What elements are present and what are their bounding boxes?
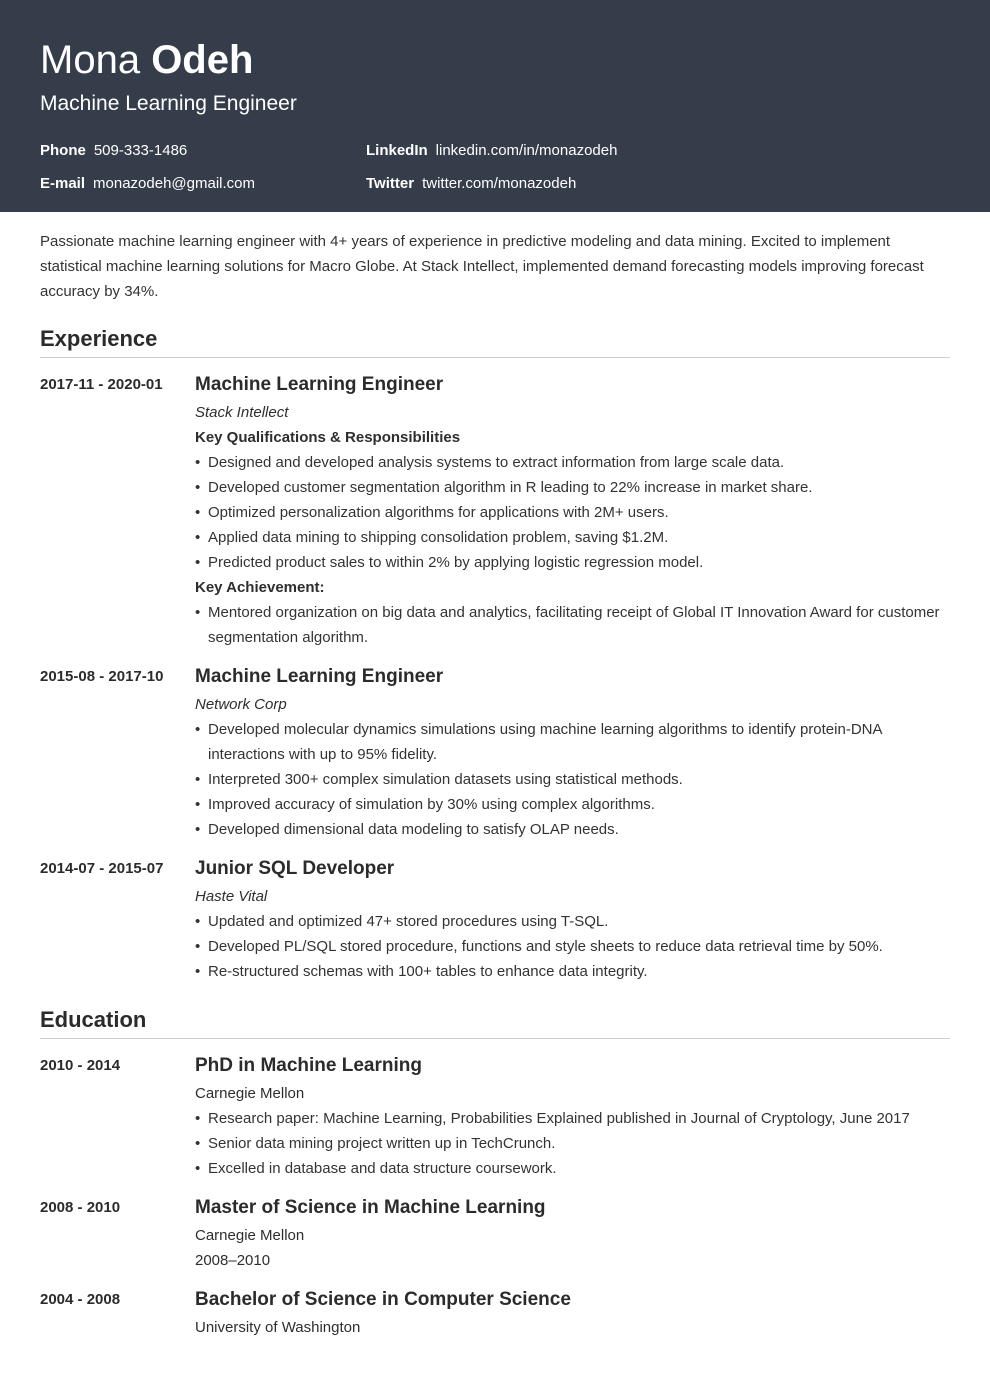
first-name: Mona [40,38,141,82]
education-entry [40,1195,950,1273]
entry-dates: 2004 - 2008 [40,1291,121,1308]
bullet-item: • Developed PL/SQL stored procedure, functions and style sheets to reduce data retrieval time by 50%. [195,934,950,959]
bullet-item: • Developed molecular dynamics simulations using machine learning algorithms to identify protein-DNA interactions with up to 95% fidelity. [195,717,950,767]
phone-label: Phone [40,142,86,159]
resume-header [0,0,990,212]
last-name: Odeh [151,38,254,82]
bullet-item: • Predicted product sales to within 2% by applying logistic regression model. [195,550,950,575]
full-name [40,36,950,84]
bullet-item: • Developed dimensional data modeling to satisfy OLAP needs. [195,817,950,842]
entry-dates: 2010 - 2014 [40,1057,121,1074]
bullet-list [195,717,950,842]
job-role: Machine Learning Engineer [195,374,444,395]
bullet-item: • Developed customer segmentation algorithm in R leading to 22% increase in market share. [195,475,950,500]
company-name: Haste Vital [195,888,268,905]
bullet-item: • Excelled in database and data structure coursework. [195,1156,950,1181]
degree: Bachelor of Science in Computer Science [195,1289,571,1310]
linkedin-value: linkedin.com/in/monazodeh [435,142,618,159]
entry-body [195,1053,950,1181]
school-name: Carnegie Mellon [195,1085,305,1102]
entry-dates: 2014-07 - 2015-07 [40,860,164,877]
experience-entry [40,856,950,984]
job-role: Machine Learning Engineer [195,666,444,687]
education-heading: Education [40,1006,950,1039]
bullet-item: • Optimized personalization algorithms for applications with 2M+ users. [195,500,950,525]
education-period: 2008–2010 [195,1252,271,1269]
bullet-item: • Improved accuracy of simulation by 30% using complex algorithms. [195,792,950,817]
achievements-list [195,600,950,650]
job-title: Machine Learning Engineer [40,92,297,115]
degree: Master of Science in Machine Learning [195,1197,546,1218]
experience-entry [40,372,950,650]
bullet-item: • Applied data mining to shipping consolidation problem, saving $1.2M. [195,525,950,550]
entry-body [195,856,950,984]
twitter-value: twitter.com/monazodeh [422,175,577,192]
achievement-heading: Key Achievement: [195,579,325,596]
resume-content [0,212,990,1340]
entry-body [195,1287,950,1340]
email-value: monazodeh@gmail.com [93,175,255,192]
school-name: Carnegie Mellon [195,1227,305,1244]
bullet-item: • Mentored organization on big data and analytics, facilitating receipt of Global IT Innovation Award for customer segmentation algorithm. [195,600,950,650]
bullet-list [195,909,950,984]
bullet-list [195,1106,950,1181]
degree: PhD in Machine Learning [195,1055,422,1076]
entry-dates: 2017-11 - 2020-01 [40,376,163,393]
bullet-item: • Research paper: Machine Learning, Probabilities Explained published in Journal of Cryptology, June 2017 [195,1106,950,1131]
entry-body [195,664,950,842]
entry-body [195,1195,950,1273]
company-name: Network Corp [195,696,287,713]
contact-email [40,173,255,195]
entry-dates: 2015-08 - 2017-10 [40,668,164,685]
linkedin-label: LinkedIn [366,142,428,159]
contact-twitter [366,173,576,195]
contact-phone [40,140,187,162]
responsibilities-heading: Key Qualifications & Responsibilities [195,429,461,446]
responsibilities-list [195,450,950,575]
entry-body [195,372,950,650]
summary: Passionate machine learning engineer with 4+ years of experience in predictive modeling and data mining. Excited to implement statistical machine learning solutions for Macro Globe. At Stack Intellect, implemented demand forecasting models improving forecast accuracy by 34%. [40,233,924,300]
school-name: University of Washington [195,1319,361,1336]
bullet-item: • Re-structured schemas with 100+ tables to enhance data integrity. [195,959,950,984]
education-entry [40,1287,950,1340]
bullet-item: • Designed and developed analysis systems to extract information from large scale data. [195,450,950,475]
job-role: Junior SQL Developer [195,858,395,879]
bullet-item: • Updated and optimized 47+ stored procedures using T-SQL. [195,909,950,934]
bullet-item: • Interpreted 300+ complex simulation datasets using statistical methods. [195,767,950,792]
contact-linkedin [366,140,617,162]
education-entry [40,1053,950,1181]
email-label: E-mail [40,175,86,192]
experience-entry [40,664,950,842]
twitter-label: Twitter [366,175,415,192]
experience-heading: Experience [40,325,950,358]
company-name: Stack Intellect [195,404,289,421]
bullet-item: • Senior data mining project written up in TechCrunch. [195,1131,950,1156]
phone-value: 509-333-1486 [93,142,188,159]
entry-dates: 2008 - 2010 [40,1199,121,1216]
